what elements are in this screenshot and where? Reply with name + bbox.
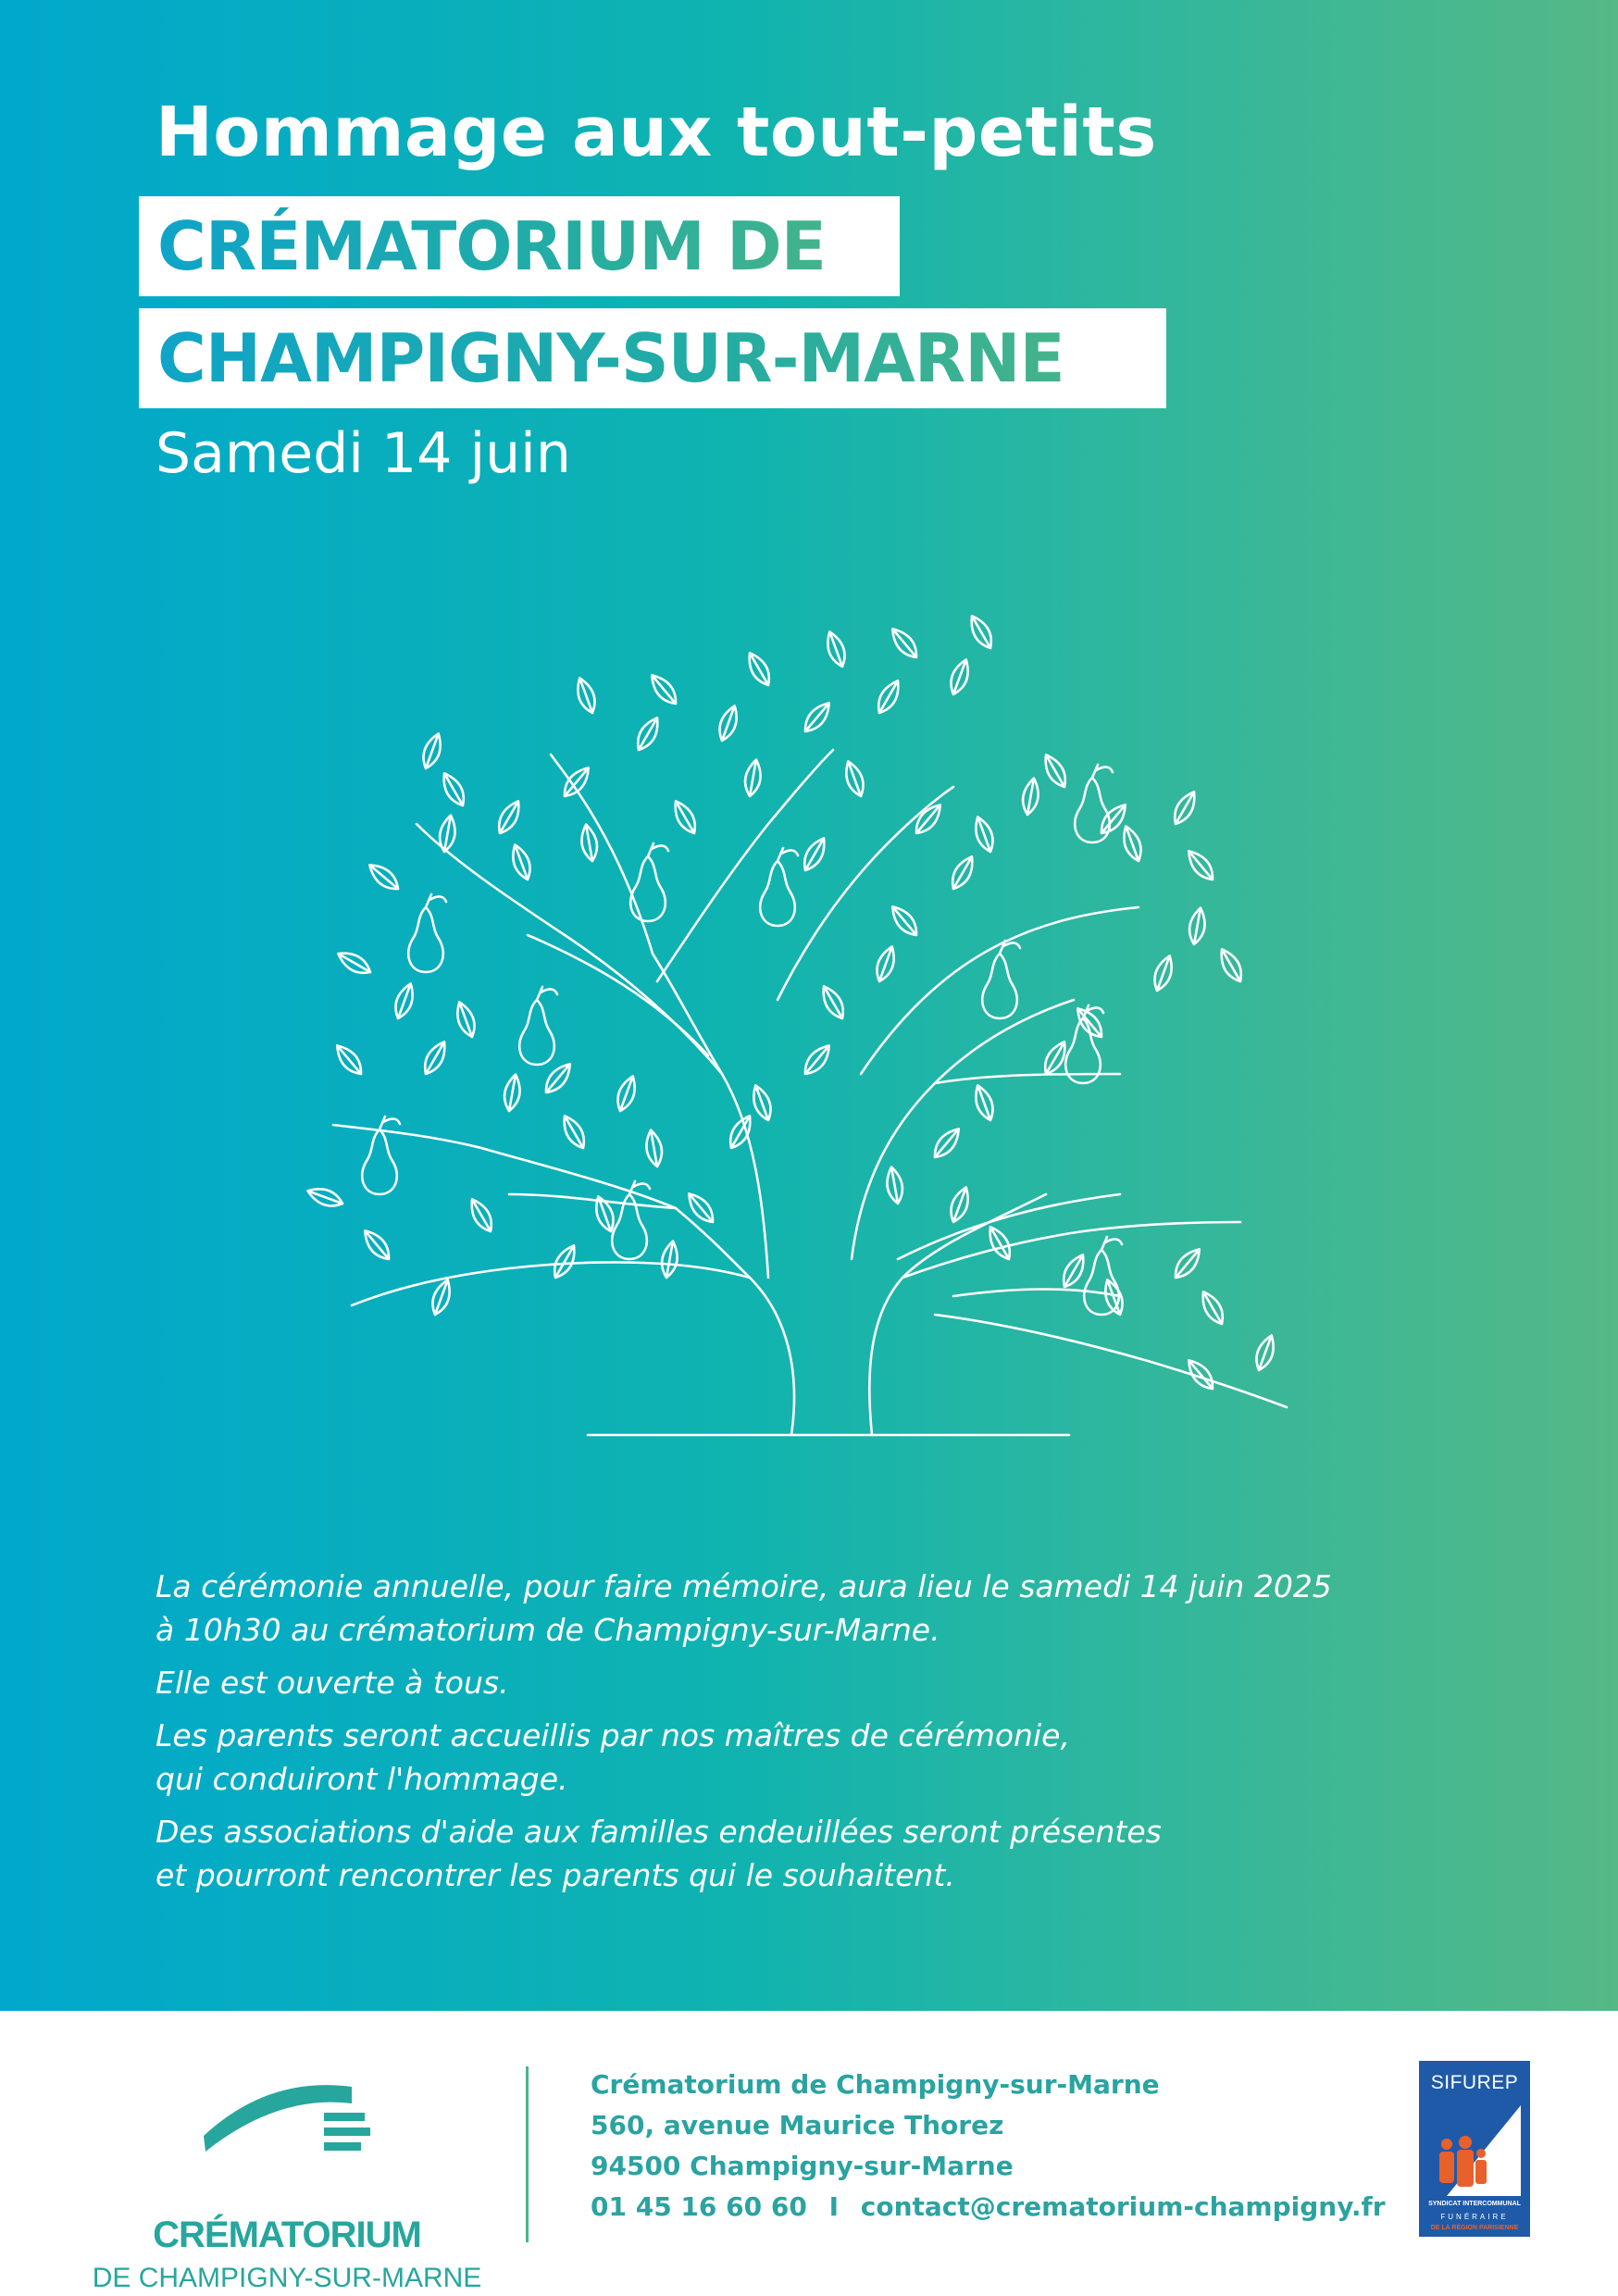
leaf-icon [971,815,998,855]
leaf-icon [946,657,973,697]
leaf-icon [947,853,978,892]
trunk-line [869,1194,1046,1435]
leaf-icon [559,763,594,801]
contact-phone[interactable]: 01 45 16 60 60 [591,2191,807,2222]
leaf-icon [872,944,899,984]
leaf-icon [438,769,469,809]
leaf-icon [841,759,868,799]
band-text-2: CHAMPIGNY-SUR-MARNE [157,319,1064,397]
pear-icon [612,1181,650,1259]
leaf-icon [643,1129,665,1167]
leaf-icon [1058,1251,1089,1291]
leaf-icon [1183,846,1218,884]
leaf-icon [305,1184,345,1211]
leaf-icon [884,1166,905,1204]
branch-line [902,1222,1240,1278]
leaf-icon [1170,1244,1205,1282]
leaf-icon [946,1185,973,1225]
band-text-1: CRÉMATORIUM DE [157,207,826,285]
branch-line [935,1315,1287,1407]
leaf-icon [929,1124,965,1162]
leaf-icon [873,677,904,717]
leaf-icon [541,1059,576,1097]
leaf-icon [742,758,764,797]
contact-street: 560, avenue Maurice Thorez [591,2110,1004,2140]
contact-separator: I [828,2191,839,2222]
leaf-icon [887,902,922,940]
leaf-icon [418,731,445,771]
pear-icon [630,843,668,921]
leaf-icon [817,982,849,1022]
leaf-icon [1187,906,1208,945]
logo-subtitle: DE CHAMPIGNY-SUR-MARNE [92,2263,482,2293]
leaf-icon [359,1226,394,1264]
leaf-icon [984,1223,1015,1263]
contact-name: Crématorium de Champigny-sur-Marne [591,2069,1160,2100]
leaf-icon [683,1189,718,1227]
pear-icon [1065,1005,1103,1083]
leaf-icon [331,1041,367,1079]
contact-block [591,2065,1386,2227]
sifurep-tagline-1: SYNDICAT INTERCOMMUNAL [1428,2201,1521,2207]
leaf-icon [508,842,535,882]
leaf-icon [419,1038,451,1078]
sifurep-tagline-3: DE LA RÉGION PARISIENNE [1430,2225,1519,2231]
leaf-icon [453,1000,479,1040]
leaf-icon [743,649,775,689]
description-paragraph: Les parents seront accueillis par nos maîtres de cérémonie, qui conduiront l'hommage. [156,1717,1070,1797]
branch-line [352,1262,750,1305]
trunk-line [653,954,768,1278]
branch-line [509,1194,676,1208]
leaf-icon [365,859,403,894]
sifurep-tagline-2: FUNÉRAIRE [1440,2213,1509,2221]
leaf-icon [549,1242,580,1281]
leaf-icon [669,797,701,837]
leaf-icon [573,676,600,716]
leaf-icon [715,704,741,743]
leaf-icon [800,698,835,736]
sifurep-logo-box [1419,2061,1530,2237]
branch-line [528,935,708,1055]
trunk-line [676,1208,794,1435]
description-paragraph: La cérémonie annuelle, pour faire mémoire, aura lieu le samedi 14 juin 2025 à 10h30 au crématorium de Champigny-sur-Marne. [156,1568,1332,1648]
title-band-2 [139,308,1166,408]
description [156,1565,1498,1906]
crematorium-logo-icon [185,2066,389,2196]
leaf-icon [334,947,374,979]
leaf-icon [971,1083,998,1123]
leaf-icon [749,1083,776,1123]
pear-icon [760,848,798,926]
logo-name: CRÉMATORIUM [153,2215,421,2255]
leaf-icon [965,612,997,652]
contact-line [591,2187,1386,2227]
leaf-icon [1150,954,1176,993]
leaf-icon [1020,777,1041,816]
leaf-icon [1215,945,1247,985]
leaf-icon [799,834,830,874]
contact-city: 94500 Champigny-sur-Marne [591,2151,1014,2181]
branch-line [861,907,1139,1074]
leaf-icon [887,624,922,662]
pear-icon [982,941,1020,1018]
event-date: Samedi 14 juin [156,421,571,486]
pear-icon [408,894,446,972]
title-band-1 [139,196,900,296]
crematorium-logo [83,2066,491,2293]
leaf-icon [1197,1288,1228,1328]
footer [0,2011,1618,2296]
pear-tree-icon [287,555,1333,1454]
branch-line [417,824,722,1074]
description-paragraph: Elle est ouverte à tous. [156,1665,509,1701]
leaf-icon [558,1112,590,1152]
branch-line [953,1290,1120,1297]
leaf-icon [646,670,681,708]
leaf-icon [493,797,525,837]
sifurep-name: SIFUREP [1430,2072,1519,2093]
leaf-icon [1039,751,1071,791]
leaf-icon [800,1041,835,1079]
leaf-icon [579,823,600,862]
leaf-icon [1251,1333,1278,1373]
family-figures-icon [1419,2096,1530,2198]
footer-divider [526,2066,529,2242]
sifurep-logo [1419,2061,1530,2246]
leaf-icon [659,1240,680,1279]
leaf-icon [1169,788,1201,828]
leaf-icon [391,981,417,1021]
leaf-icon [466,1195,497,1235]
page-title: Hommage aux tout-petits [156,93,1157,172]
leaf-icon [1119,824,1146,864]
leaf-icon [502,1073,523,1112]
leaf-icon [613,1074,640,1114]
description-paragraph: Des associations d'aide aux familles endeuillées seront présentes et pourront rencontrer les parents qui le souhaitent. [156,1814,1162,1893]
leaf-icon [823,630,850,669]
trunk-line [852,1000,1074,1259]
leaf-icon [632,714,664,754]
contact-email[interactable]: contact@crematorium-champigny.fr [860,2191,1386,2222]
pear-icon [519,987,557,1065]
leaf-icon [428,1278,454,1317]
